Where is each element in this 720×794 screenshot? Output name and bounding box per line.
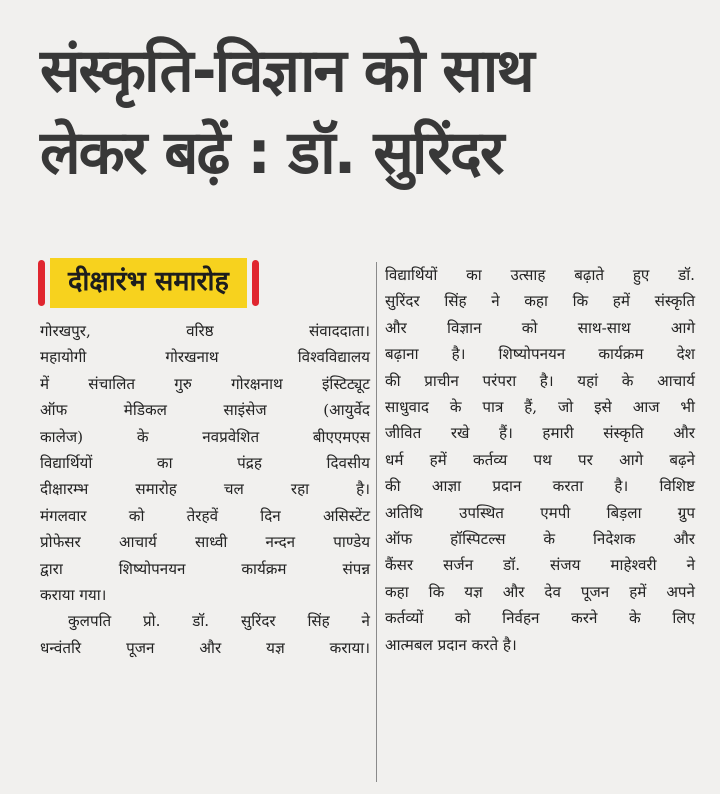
text-line: प्रोफेसर आचार्य साध्वी नन्दन पाण्डेय [40, 533, 370, 552]
kicker-label: दीक्षारंभ समारोह [50, 258, 247, 308]
right-column [385, 262, 695, 658]
text-line: दीक्षारम्भ समारोह चल रहा है। [40, 480, 370, 499]
text-line: आत्मबल प्रदान करते है। [385, 635, 517, 654]
text-line: द्वारा शिष्योपनयन कार्यक्रम संपन्न [40, 559, 370, 578]
text-line: सुरिंदर सिंह ने कहा कि हमें संस्कृति [385, 292, 695, 311]
text-line: कराया गया। [40, 586, 107, 605]
text-line: और विज्ञान को साथ-साथ आगे [385, 318, 695, 337]
text-line: बढ़ाना है। शिष्योपनयन कार्यक्रम देश [385, 345, 695, 364]
text-line: जीवित रखे हैं। हमारी संस्कृति और [385, 424, 695, 443]
text-line: धन्वंतरि पूजन और यज्ञ कराया। [40, 638, 370, 657]
text-line: धर्म हमें कर्तव्य पथ पर आगे बढ़ने [385, 450, 695, 469]
text-line: विद्यार्थियों का पंद्रह दिवसीय [40, 454, 370, 473]
text-line: की आज्ञा प्रदान करता है। विशिष्ट [385, 477, 695, 496]
headline-line-1: संस्कृति-विज्ञान को साथ [40, 36, 533, 106]
paragraph-2 [40, 608, 370, 661]
text-line: कहा कि यज्ञ और देव पूजन हमें अपने [385, 582, 695, 601]
text-line: गोरखपुर, वरिष्ठ संवाददाता। [40, 322, 370, 340]
text-line: महायोगी गोरखनाथ विश्वविद्यालय [40, 348, 370, 367]
text-line: की प्राचीन परंपरा है। यहां के आचार्य [385, 371, 695, 390]
text-line: कुलपति प्रो. डॉ. सुरिंदर सिंह ने [68, 612, 370, 631]
text-line: मंगलवार को तेरहवें दिन असिस्टेंट [40, 506, 370, 525]
text-line: कर्तव्यों को निर्वहन करने के लिए [385, 609, 695, 628]
text-line: अतिथि उपस्थित एमपी बिड़ला ग्रुप [385, 503, 695, 522]
text-line: कालेज) के नवप्रवेशित बीएएमएस [40, 427, 370, 446]
headline [40, 30, 700, 194]
paragraph-1 [40, 318, 370, 608]
headline-line-2: लेकर बढ़ें : डॉ. सुरिंदर [40, 118, 503, 188]
text-line: में संचालित गुरु गोरक्षनाथ इंस्टिट्यूट [40, 374, 370, 393]
text-line: साधुवाद के पात्र हैं, जो इसे आज भी [385, 398, 695, 417]
text-line: कैंसर सर्जन डॉ. संजय माहेश्वरी ने [385, 556, 695, 575]
text-line: विद्यार्थियों का उत्साह बढ़ाते हुए डॉ. [385, 266, 695, 284]
left-column [40, 258, 370, 661]
column-divider [376, 262, 377, 782]
text-line: ऑफ मेडिकल साइंसेज (आयुर्वेद [40, 401, 370, 420]
text-line: ऑफ हॉस्पिटल्स के निदेशक और [385, 530, 695, 549]
